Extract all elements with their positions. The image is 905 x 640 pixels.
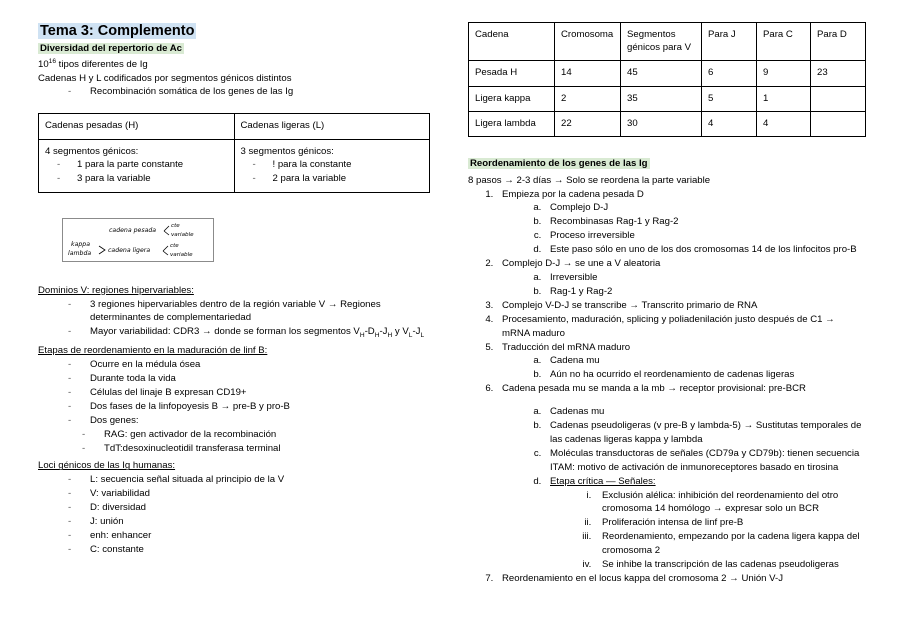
list-item: - enh: enhancer <box>68 529 430 543</box>
list-item: - L: secuencia señal situada al principio de la V <box>68 473 430 487</box>
hw-cte-2: cte <box>170 242 179 249</box>
table-cell-chromosome: 2 <box>555 86 621 111</box>
list-item-step-3: 3. Complejo V-D-J se transcribe → Transcrito primario de RNA <box>496 299 865 313</box>
table-header-para-j: Para J <box>702 23 757 61</box>
list-item: d. Este paso sólo en uno de los dos cromosomas 14 de los linfocitos pro-B <box>544 243 865 257</box>
list-item: a. Cadenas mu <box>544 405 865 419</box>
hw-lambda: lambda <box>68 249 92 257</box>
table-cell-j-segments: 6 <box>702 61 757 86</box>
list-item: - 2 para la variable <box>253 172 424 186</box>
subheading-diversidad-text: Diversidad del repertorio de Ac <box>40 43 182 55</box>
table-cell-j-segments: 4 <box>702 111 757 136</box>
list-item: - 3 regiones hipervariables dentro de la región variable V → Regiones determinantes de complementariedad <box>68 298 430 326</box>
table-cell-d-segments <box>811 86 866 111</box>
step-5-substeps <box>502 354 865 382</box>
table-cell-j-segments: 5 <box>702 86 757 111</box>
hw-cadena-ligera: cadena ligera <box>108 246 151 254</box>
list-item: b. Rag-1 y Rag-2 <box>544 285 865 299</box>
list-item: iii. Reordenamiento, empezando por la cadena ligera kappa del cromosoma 2 <box>594 530 865 558</box>
table-cell-heavy-segments <box>39 139 235 192</box>
table-cell-chromosome: 14 <box>555 61 621 86</box>
reordenamiento-heading-text: Reordenamiento de los genes de las Ig <box>470 158 648 170</box>
reordenamiento-heading <box>468 158 865 170</box>
step-1-text: Empieza por la cadena pesada D <box>502 188 644 200</box>
list-item-step-2 <box>496 257 865 299</box>
etapa-critica-label: Etapa crítica — Señales: <box>550 475 656 487</box>
list-item: - Dos genes: <box>68 414 430 428</box>
list-item: - TdT:desoxinucleotidil transferasa terminal <box>82 442 430 456</box>
etapas-heading: Etapas de reordenamiento en la maduración de linf B: <box>38 345 268 357</box>
list-item <box>68 325 430 339</box>
etapas-genes-list <box>38 428 430 456</box>
table-header-para-c: Para C <box>757 23 811 61</box>
list-item: b. Aún no ha ocurrido el reordenamiento de cadenas ligeras <box>544 368 865 382</box>
hw-cadena-pesada: cadena pesada <box>109 226 157 234</box>
table-row <box>469 61 866 86</box>
list-item: b. Recombinasas Rag-1 y Rag-2 <box>544 215 865 229</box>
loci-heading: Loci génicos de las Ig humanas: <box>38 460 176 472</box>
list-item-step-4: 4. Procesamiento, maduración, splicing y poliadenilación justo después de C1 → mRNA maduro <box>496 313 865 341</box>
intro-bullet-list <box>38 85 430 99</box>
list-item: c. Proceso irreversible <box>544 229 865 243</box>
dominios-section <box>38 284 430 340</box>
list-item: iv. Se inhibe la transcripción de las cadenas pseudoligeras <box>594 558 865 572</box>
left-column <box>38 22 430 640</box>
table-cell-c-segments: 9 <box>757 61 811 86</box>
table-header-row <box>469 23 866 61</box>
loci-gene-segments-table <box>468 22 866 137</box>
table-cell-v-segments: 35 <box>621 86 702 111</box>
handwriting-svg <box>63 219 213 261</box>
list-item: - 3 para la variable <box>57 172 228 186</box>
list-item: i. Exclusión alélica: inhibición del reordenamiento del otro cromosoma 14 homólogo → expresar solo un BCR <box>594 489 865 517</box>
list-item: - RAG: gen activador de la recombinación <box>82 428 430 442</box>
dominios-sub-l2: L <box>420 332 425 340</box>
list-item: - Células del linaje B expresan CD19+ <box>68 386 430 400</box>
list-item: - ! para la constante <box>253 158 424 172</box>
table-cell-chain-name: Ligera kappa <box>469 86 555 111</box>
dominios-item2-mid4: -J <box>412 326 421 338</box>
step-6-text: Cadena pesada mu se manda a la mb → receptor provisional: pre-BCR <box>502 383 806 395</box>
list-item: - J: unión <box>68 515 430 529</box>
table-cell-chain-name: Pesada H <box>469 61 555 86</box>
list-item: - 1 para la parte constante <box>57 158 228 172</box>
subheading-diversidad <box>38 43 430 55</box>
hw-bracket-bottom-upper <box>163 246 168 251</box>
list-item: b. Cadenas pseudoligeras (v pre-B y lambda-5) → Sustitutas temporales de las cadenas ligeras kappa y lambda <box>544 419 865 447</box>
table-header-cromosoma: Cromosoma <box>555 23 621 61</box>
table-row <box>469 111 866 136</box>
right-column <box>468 22 865 640</box>
table-row <box>39 114 430 139</box>
light-segment-list <box>241 158 424 186</box>
light-lead: 3 segmentos génicos: <box>240 145 334 157</box>
intro-line-chains: Cadenas H y L codificados por segmentos génicos distintos <box>38 72 292 84</box>
table-header-segmentos-v: Segmentos génicos para V <box>621 23 702 61</box>
etapas-section <box>38 344 430 455</box>
list-item-step-5 <box>496 341 865 383</box>
step-5-text: Traducción del mRNA maduro <box>502 341 631 353</box>
loci-list <box>38 473 430 556</box>
table-header-para-d: Para D <box>811 23 866 61</box>
step-6-substeps <box>502 405 865 572</box>
etapa-critica-signals <box>550 489 865 572</box>
table-cell-c-segments: 4 <box>757 111 811 136</box>
list-item: c. Moléculas transductoras de señales (CD79a y CD79b): tienen secuencia ITAM: motivo de activación de inmunoreceptores basado en tirosina <box>544 447 865 475</box>
table-cell-v-segments: 30 <box>621 111 702 136</box>
hw-variable-2: variable <box>170 251 193 258</box>
hw-bracket-bottom-lower <box>163 251 168 255</box>
table-cell-c-segments: 1 <box>757 86 811 111</box>
reordenamiento-intro: 8 pasos → 2-3 días → Solo se reordena la parte variable <box>468 174 711 186</box>
table-cell-d-segments <box>811 111 866 136</box>
list-item-step-1 <box>496 188 865 258</box>
dominios-sub-h2: H <box>374 332 380 340</box>
heavy-segment-list <box>45 158 228 186</box>
handwritten-sketch-box <box>62 218 214 262</box>
table-header-light-chains: Cadenas ligeras (L) <box>234 114 430 139</box>
list-item: - Durante toda la vida <box>68 372 430 386</box>
reordenamiento-section <box>468 158 865 586</box>
intro-exponent: 16 <box>48 57 57 65</box>
list-item-etapa-critica <box>544 475 865 572</box>
page-title <box>38 22 430 41</box>
step-2-text: Complejo D-J → se une a V aleatoria <box>502 258 661 270</box>
table-cell-v-segments: 45 <box>621 61 702 86</box>
list-item: - Dos fases de la linfopoyesis B → pre-B y pro-B <box>68 400 430 414</box>
dominios-list <box>38 298 430 340</box>
list-item: - Recombinación somática de los genes de las Ig <box>68 85 430 99</box>
heavy-lead: 4 segmentos génicos: <box>45 145 139 157</box>
dominios-item2-mid3: y V <box>392 326 409 338</box>
hw-bracket-left <box>99 246 105 254</box>
table-header-heavy-chains: Cadenas pesadas (H) <box>39 114 235 139</box>
hw-bracket-top-upper <box>164 226 169 231</box>
dominios-item2-mid1: -D <box>364 326 375 338</box>
etapas-list <box>38 358 430 428</box>
dominios-item2-pre: Mayor variabilidad: CDR3 → donde se forman los segmentos V <box>90 326 360 338</box>
step-1-substeps <box>502 201 865 257</box>
hw-kappa: kappa <box>71 240 91 248</box>
dominios-sub-l1: L <box>408 332 413 340</box>
list-item-step-6 <box>496 382 865 572</box>
dominios-sub-h3: H <box>387 332 393 340</box>
table-cell-chromosome: 22 <box>555 111 621 136</box>
reordenamiento-steps <box>468 188 865 586</box>
intro-base: 10 <box>38 58 49 70</box>
list-item: a. Irreversible <box>544 271 865 285</box>
list-item: - C: constante <box>68 543 430 557</box>
list-item: - V: variabilidad <box>68 487 430 501</box>
list-item: a. Cadena mu <box>544 354 865 368</box>
hw-variable-1: variable <box>171 231 194 238</box>
hw-cte-1: cte <box>171 222 180 229</box>
page-title-text: Tema 3: Complemento <box>40 23 195 39</box>
chains-comparison-table <box>38 113 430 192</box>
loci-section <box>38 459 430 556</box>
table-row <box>39 139 430 192</box>
table-header-cadena: Cadena <box>469 23 555 61</box>
hw-bracket-top-lower <box>164 231 169 235</box>
table-cell-light-segments <box>234 139 430 192</box>
list-item: - Ocurre en la médula ósea <box>68 358 430 372</box>
dominios-item2-mid2: -J <box>379 326 388 338</box>
table-row <box>469 86 866 111</box>
list-item: ii. Proliferación intensa de linf pre-B <box>594 516 865 530</box>
list-item-step-7: 7. Reordenamiento en el locus kappa del cromosoma 2 → Unión V-J <box>496 572 865 586</box>
step-2-substeps <box>502 271 865 299</box>
table-cell-d-segments: 23 <box>811 61 866 86</box>
list-item: a. Complejo D-J <box>544 201 865 215</box>
intro-tail: tipos diferentes de Ig <box>56 58 148 70</box>
dominios-sub-h1: H <box>359 332 365 340</box>
intro-line-types <box>38 58 430 72</box>
list-item: - D: diversidad <box>68 501 430 515</box>
table-cell-chain-name: Ligera lambda <box>469 111 555 136</box>
dominios-heading: Dominios V: regiones hipervariables: <box>38 284 194 296</box>
